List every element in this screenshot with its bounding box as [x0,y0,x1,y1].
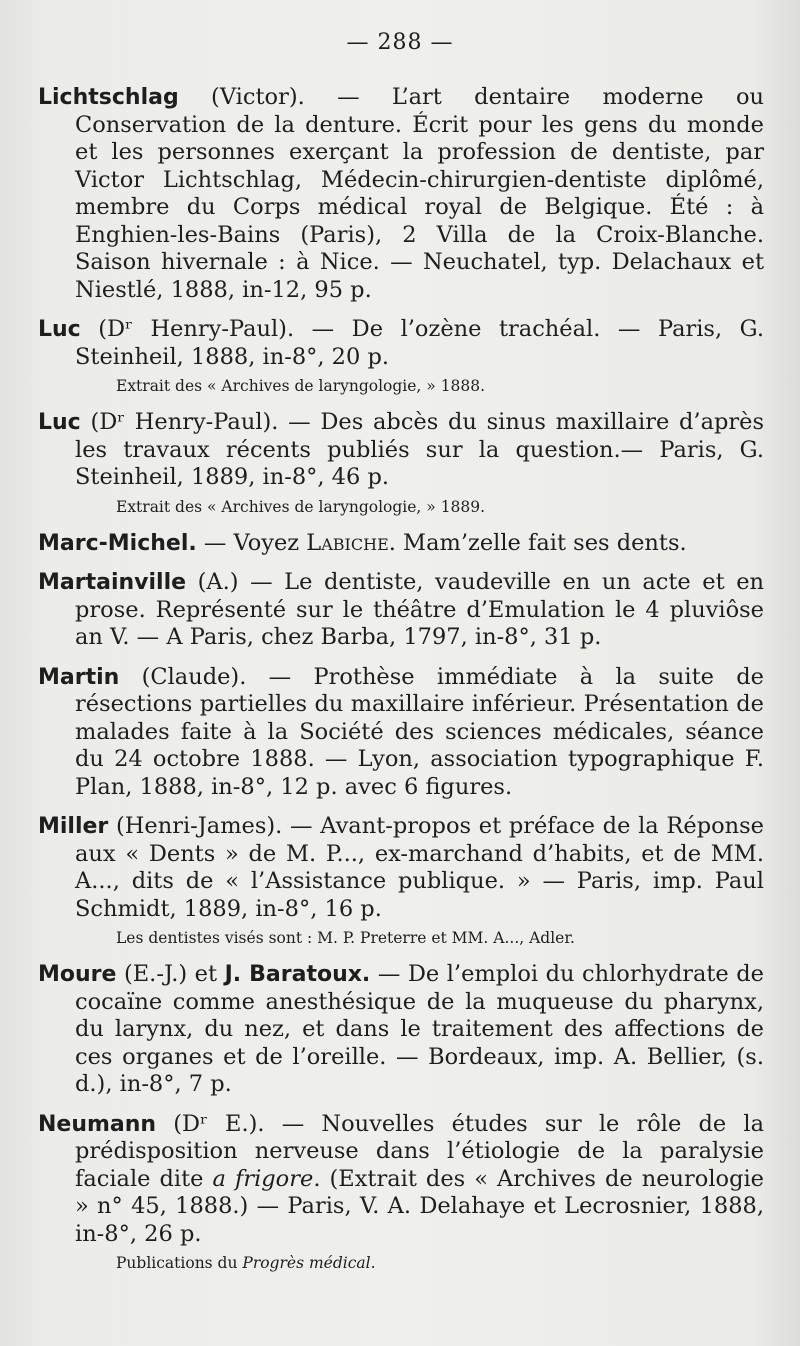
entry-body: (Dʳ Henry-Paul). — Des abcès du sinus maxillaire d’après les travaux récents publiés sur la question.— Paris, G. Steinheil, 1889, in-8°, 46 p. [75,409,764,490]
author-name: Luc [38,317,81,342]
entry-text [38,961,764,1099]
note-text: . [370,1254,376,1272]
entry-neumann [38,1111,764,1275]
entry-luc-1889 [38,409,764,518]
entry-miller [38,813,764,949]
entry-text [38,1111,764,1249]
journal-title: Progrès médical [242,1254,371,1272]
entry-note: Les dentistes visés sont : M. P. Preterre et MM. A..., Adler. [116,929,575,947]
entry-text [38,316,764,371]
author-name: Miller [38,814,109,839]
author-name: Marc-Michel. [38,530,197,556]
page-number: — 288 — [346,30,454,55]
entry-martin [38,664,764,802]
entry-note: Extrait des « Archives de laryngologie, » 1889. [116,497,486,516]
entry-martainville [38,569,764,652]
entry-text [38,409,764,492]
entry-body: . Mam’zelle fait ses dents. [388,529,687,556]
entry-body: (A.) — Le dentiste, vaudeville en un acte et en prose. Représenté sur le théâtre d’Emulation le 4 pluviôse an V. — A Paris, chez Barba, 1797, in-8°, 31 p. [75,569,764,650]
bibliography-list [38,84,764,1286]
entry-lichtschlag [38,84,764,304]
entry-body: (E.-J.) et [116,961,225,987]
coauthor-name: J. Baratoux. [224,962,371,987]
note-text: Publications du [116,1254,243,1272]
entry-body: (Dʳ E.). — Nouvelles études sur le rôle de la prédisposition nerveuse dans l’étiologie de la paralysie faciale dite [75,1110,764,1192]
entry-text [38,664,764,802]
entry-text [38,813,764,923]
author-name: Moure [38,962,117,987]
entry-body: (Dʳ Henry-Paul). — De l’ozène trachéal. — Paris, G. Steinheil, 1888, in-8°, 20 p. [75,316,764,370]
entry-body: . (Extrait des « Archives de neurologie » n° 45, 1888.) — Paris, V. A. Delahaye et Lecrosnier, 1888, in-8°, 26 p. [75,1165,764,1247]
entry-luc-1888 [38,316,764,397]
entry-text [38,530,764,558]
author-name: Martin [38,664,120,690]
entry-marc-michel [38,530,764,558]
entry-text [38,84,764,304]
author-name: Martainville [38,570,187,595]
entry-body: — De l’emploi du chlorhydrate de cocaïne comme anesthésique de la muqueuse du pharynx, du larynx, du nez, et dans le traitement des affections de ces organes et de l’oreille. — Bordeaux, imp. A. Bellier, (s. d.), in-8°, 7 p. [75,961,764,1097]
entry-body: (Claude). — Prothèse immédiate à la suite de résections partielles du maxillaire inférieur. Présentation de malades faite à la Société des sciences médicales, séance du 24 octobre 1888. — Lyon, association typographique F. Plan, 1888, in-8°, 12 p. avec 6 figures. [75,663,764,800]
entry-note: Extrait des « Archives de laryngologie, » 1888. [116,377,486,395]
author-name: Luc [38,410,81,435]
entry-body: — Voyez [196,529,307,556]
entry-body: (Victor). — L’art dentaire moderne ou Conservation de la denture. Écrit pour les gens du monde et les personnes exerçant la profession de dentiste, par Victor Lichtschlag, Médecin-chirurgien-dentiste diplômé, membre du Corps médical royal de Belgique. Été : à Enghien-les-Bains (Paris), 2 Villa de la Croix-Blanche. Saison hivernale : à Nice. — Neuchatel, typ. Delachaux et Niestlé, 1888, in-12, 95 p. [75,84,764,303]
entry-body: (Henri-James). — Avant-propos et préface de la Réponse aux « Dents » de M. P..., ex-marchand d’habits, et de MM. A..., dits de « l’Assistance publique. » — Paris, imp. Paul Schmidt, 1889, in-8°, 16 p. [75,813,764,922]
author-name: Neumann [38,1111,157,1137]
author-name: Lichtschlag [38,85,179,110]
entry-text [38,569,764,652]
entry-moure [38,961,764,1099]
cross-reference: Labiche [306,529,389,556]
italic-phrase: a frigore [212,1165,314,1192]
entry-note [38,1252,764,1274]
